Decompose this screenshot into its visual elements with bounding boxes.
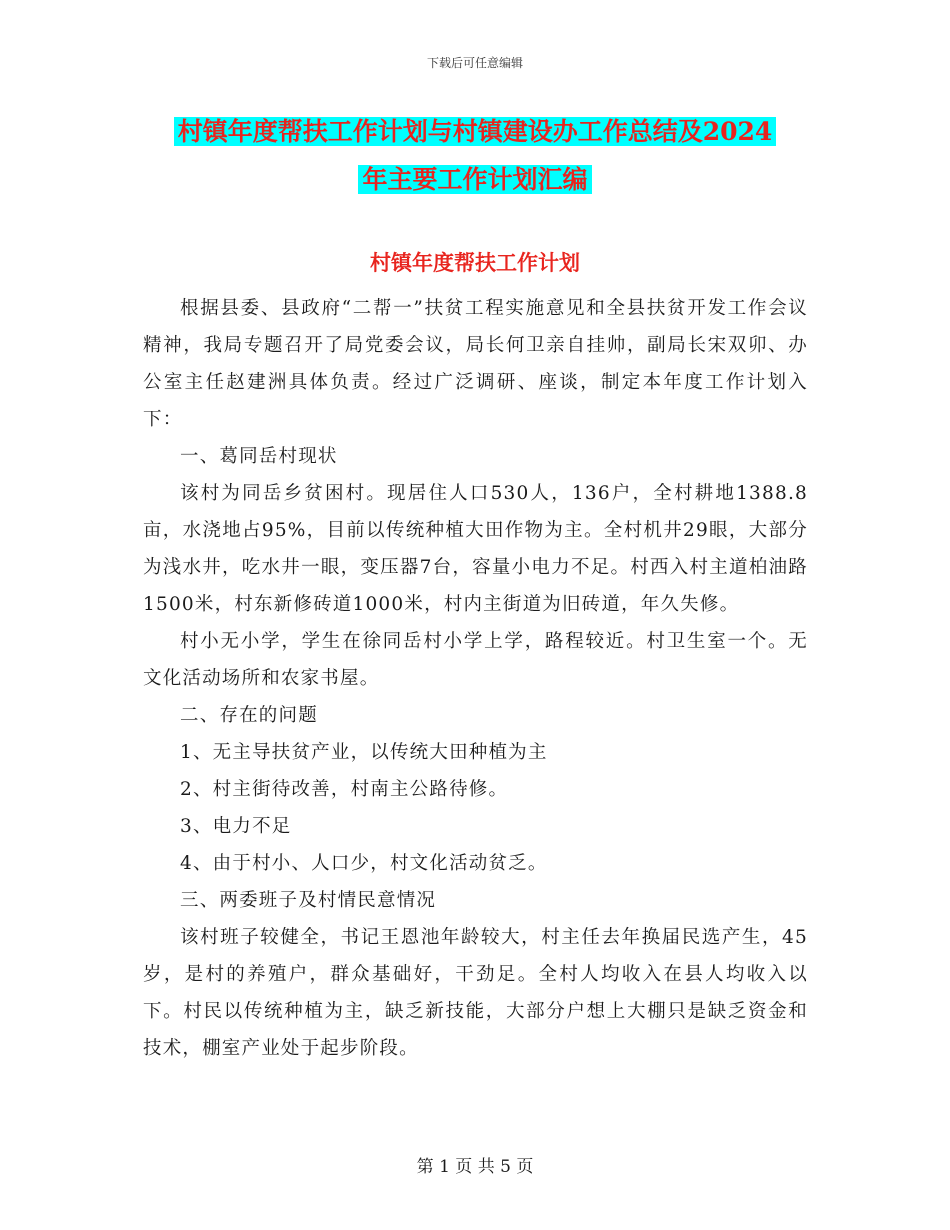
main-title-line-2: 年主要工作计划汇编 [358,165,591,194]
main-title [150,108,800,204]
list-item-problem-1: 1、无主导扶贫产业，以传统大田种植为主 [180,742,548,763]
header-note: 下载后可任意编辑 [426,56,523,70]
section-title: 村镇年度帮扶工作计划 [370,250,580,275]
heading-problems: 二、存在的问题 [180,705,318,726]
paragraph-intro: 根据县委、县政府“二帮一”扶贫工程实施意见和全县扶贫开发工作会议精神，我局专题召开了局党委会议，局长何卫亲自挂帅，副局长宋双卯、办公室主任赵建洲具体负责。经过广泛调研、座谈，制定本年度工作计划入下： [143,298,808,430]
list-item-problem-2: 2、村主街待改善，村南主公路待修。 [180,779,509,800]
list-item-problem-4: 4、由于村小、人口少，村文化活动贫乏。 [180,853,548,874]
list-item-problem-3: 3、电力不足 [180,816,292,837]
document-body [143,290,808,1067]
heading-committee: 三、两委班子及村情民意情况 [180,890,437,911]
paragraph-committee: 该村班子较健全，书记王恩池年龄较大，村主任去年换届民选产生，45岁，是村的养殖户，群众基础好，干劲足。全村人均收入在县人均收入以下。村民以传统种植为主，缺乏新技能，大部分户想上大棚只是缺乏资金和技术，棚室产业处于起步阶段。 [143,927,808,1059]
heading-village-status: 一、葛同岳村现状 [180,446,338,467]
paragraph-village-status: 该村为同岳乡贫困村。现居住人口530人，136户，全村耕地1388.8亩，水浇地占95%，目前以传统种植大田作物为主。全村机井29眼，大部分为浅水井，吃水井一眼，变压器7台，容量小电力不足。村西入村主道柏油路1500米，村东新修砖道1000米，村内主街道为旧砖道，年久失修。 [143,483,808,615]
main-title-line-1: 村镇年度帮扶工作计划与村镇建设办工作总结及2024 [174,117,777,146]
paragraph-village-facilities: 村小无小学，学生在徐同岳村小学上学，路程较近。村卫生室一个。无文化活动场所和农家书屋。 [143,631,808,689]
page-footer: 第 1 页 共 5 页 [416,1157,534,1177]
